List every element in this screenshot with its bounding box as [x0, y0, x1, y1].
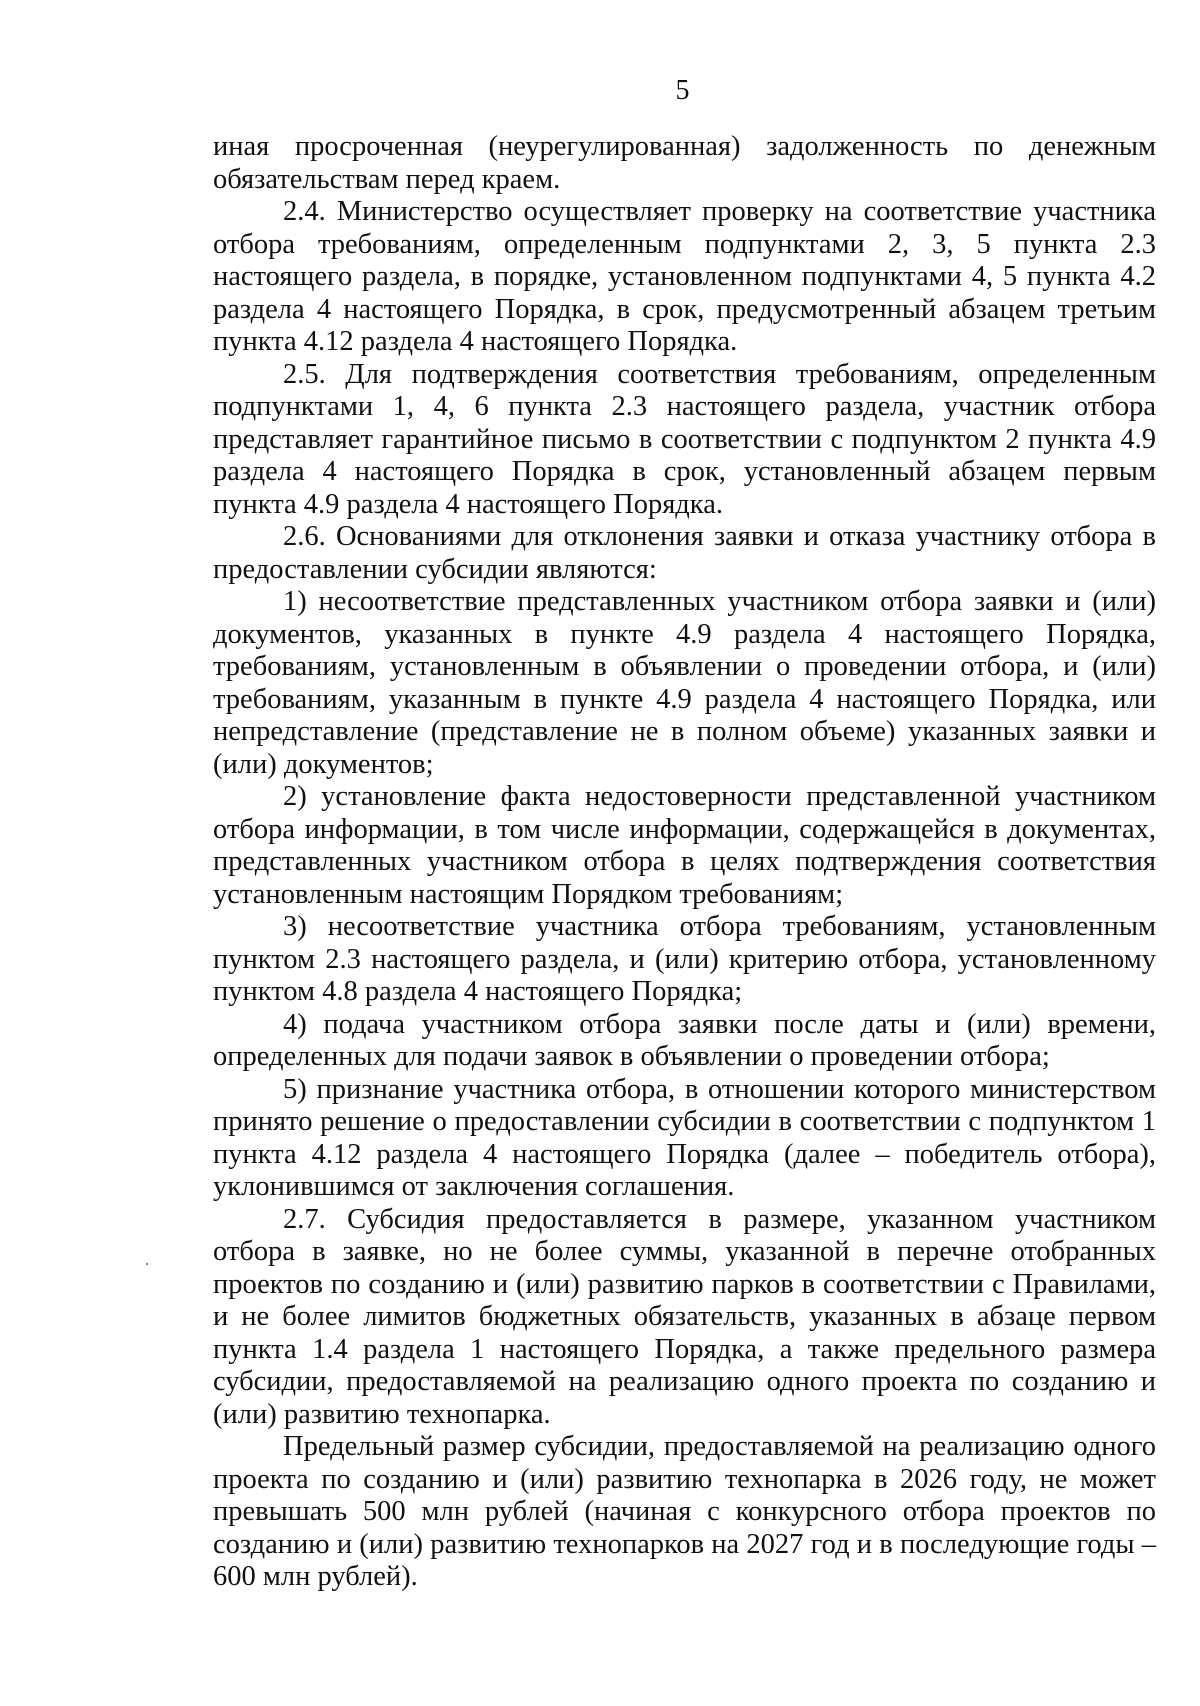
paragraph-2-6: 2.6. Основаниями для отклонения заявки и отказа участнику отбора в предоставлении субсидии являются:	[213, 521, 1156, 585]
list-item-5: 5) признание участника отбора, в отношении которого министерством принято решение о предоставлении субсидии в соответствии с подпунктом 1 пункта 4.12 раздела 4 настоящего Порядка (далее – победитель отбора), уклонившимся от заключения соглашения.	[213, 1073, 1156, 1202]
paragraph-2-7: 2.7. Субсидия предоставляется в размере, указанном участником отбора в заявке, но не более суммы, указанной в перечне отобранных проектов по созданию и (или) развитию парков в соответствии с Правилами, и не более лимитов бюджетных обязательств, указанных в абзаце первом пункта 1.4 раздела 1 настоящего Порядка, а также предельного размера субсидии, предоставляемой на реализацию одного проекта по созданию и (или) развитию технопарка.	[213, 1203, 1156, 1430]
paragraph-2-4: 2.4. Министерство осуществляет проверку на соответствие участника отбора требованиям, определенным подпунктами 2, 3, 5 пункта 2.3 настоящего раздела, в порядке, установленном подпунктами 4, 5 пункта 4.2 раздела 4 настоящего Порядка, в срок, предусмотренный абзацем третьим пункта 4.12 раздела 4 настоящего Порядка.	[213, 196, 1156, 357]
list-item-1: 1) несоответствие представленных участником отбора заявки и (или) документов, указанных в пункте 4.9 раздела 4 настоящего Порядка, требованиям, установленным в объявлении о проведении отбора, и (или) требованиям, указанным в пункте 4.9 раздела 4 настоящего Порядка, или непредставление (представление не в полном объеме) указанных заявки и (или) документов;	[213, 586, 1156, 780]
page-number: 5	[675, 75, 690, 106]
list-item-3: 3) несоответствие участника отбора требованиям, установленным пунктом 2.3 настоящего раздела, и (или) критерию отбора, установленному пунктом 4.8 раздела 4 настоящего Порядка;	[213, 911, 1156, 1007]
paragraph-continuation: иная просроченная (неурегулированная) задолженность по денежным обязательствам перед краем.	[213, 131, 1156, 195]
list-item-4: 4) подача участником отбора заявки после даты и (или) времени, определенных для подачи заявок в объявлении о проведении отбора;	[213, 1008, 1156, 1072]
paragraph-subsidy-limit: Предельный размер субсидии, предоставляемой на реализацию одного проекта по созданию и (или) развитию технопарка в 2026 году, не может превышать 500 млн рублей (начиная с конкурсного отбора проектов по созданию и (или) развитию технопарков на 2027 год и в последующие годы – 600 млн рублей).	[213, 1431, 1156, 1592]
scan-speck	[146, 1263, 148, 1265]
document-body	[213, 131, 1156, 1594]
paragraph-2-5: 2.5. Для подтверждения соответствия требованиям, определенным подпунктами 1, 4, 6 пункта 2.3 настоящего раздела, участник отбора представляет гарантийное письмо в соответствии с подпунктом 2 пункта 4.9 раздела 4 настоящего Порядка в срок, установленный абзацем первым пункта 4.9 раздела 4 настоящего Порядка.	[213, 358, 1156, 520]
list-item-2: 2) установление факта недостоверности представленной участником отбора информации, в том числе информации, содержащейся в документах, представленных участником отбора в целях подтверждения соответствия установленным настоящим Порядком требованиям;	[213, 781, 1156, 910]
